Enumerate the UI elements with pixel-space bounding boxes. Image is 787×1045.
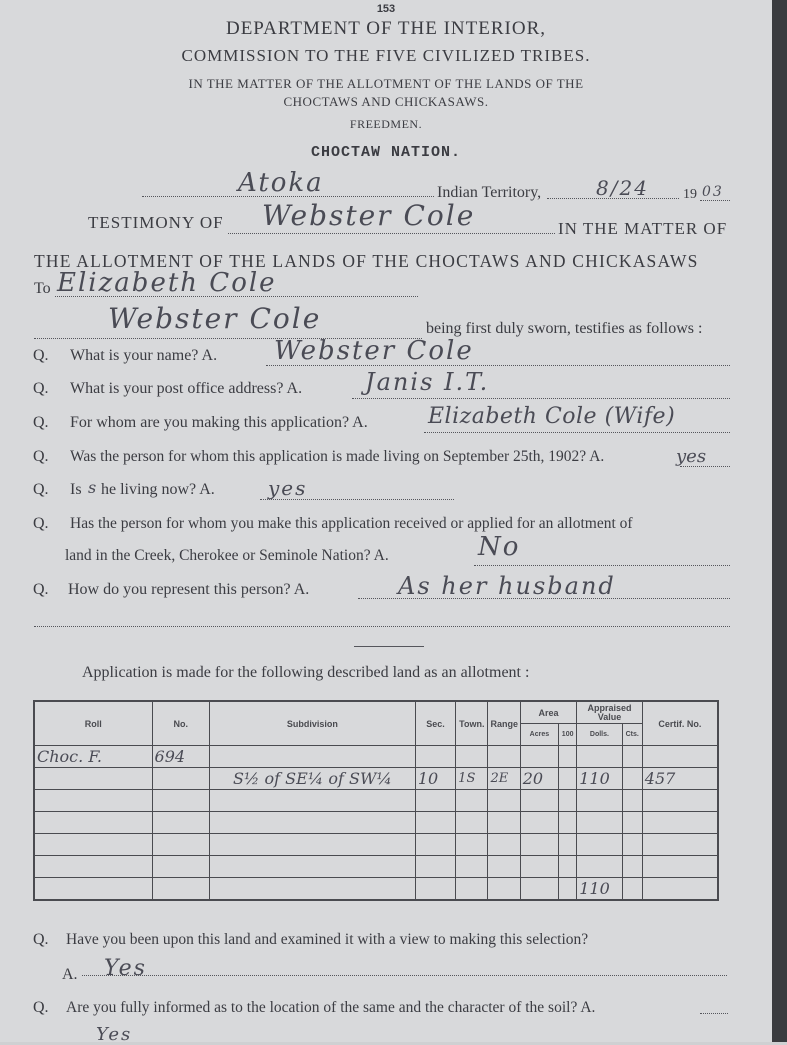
bq2-text: Are you fully informed as to the location of the same and the character of the soil? A. bbox=[66, 999, 596, 1016]
cell-town bbox=[456, 746, 488, 768]
cell-subdivision bbox=[210, 812, 416, 834]
col-dolls: Dolls. bbox=[577, 724, 622, 746]
q3-answer: Elizabeth Cole (Wife) bbox=[428, 404, 676, 429]
cell-dolls bbox=[577, 834, 622, 856]
bq1-marker: Q. bbox=[33, 931, 49, 948]
section-divider bbox=[354, 646, 424, 647]
q7-extra-line bbox=[34, 626, 730, 627]
cell-dolls bbox=[577, 856, 622, 878]
bq1-line bbox=[82, 975, 727, 976]
bq2-marker: Q. bbox=[33, 999, 49, 1016]
cell-no bbox=[152, 878, 210, 901]
page-number: 153 bbox=[376, 3, 396, 15]
cell-roll bbox=[34, 834, 152, 856]
q3-line bbox=[424, 432, 730, 433]
cell-no bbox=[152, 812, 210, 834]
q3-text: For whom are you making this application? A. bbox=[70, 414, 368, 431]
cell-hundredths bbox=[559, 746, 577, 768]
cell-range bbox=[488, 790, 520, 812]
location-value: Atoka bbox=[238, 168, 324, 198]
cell-range bbox=[488, 812, 520, 834]
table-row bbox=[34, 834, 718, 856]
application-line: Application is made for the following described land as an allotment : bbox=[82, 664, 530, 681]
cell-subdivision bbox=[210, 834, 416, 856]
col-cts: Cts. bbox=[622, 724, 642, 746]
col-hundredths: 100 bbox=[559, 724, 577, 746]
q4-marker: Q. bbox=[33, 448, 49, 465]
cell-range bbox=[488, 878, 520, 901]
cell-sec bbox=[415, 878, 455, 901]
allotment-line: THE ALLOTMENT OF THE LANDS OF THE CHOCTAWS AND CHICKASAWS bbox=[34, 251, 699, 271]
cell-sec bbox=[415, 790, 455, 812]
cell-acres bbox=[520, 746, 558, 768]
q7-text: How do you represent this person? A. bbox=[68, 581, 310, 598]
cell-hundredths bbox=[559, 768, 577, 790]
cell-acres bbox=[520, 812, 558, 834]
col-town: Town. bbox=[456, 701, 488, 746]
cell-subdivision bbox=[210, 878, 416, 901]
table-row bbox=[34, 768, 718, 790]
header-freedmen: FREEDMEN. bbox=[349, 117, 423, 131]
testimony-name: Webster Cole bbox=[262, 199, 476, 232]
bq2-answer: Yes bbox=[96, 1024, 133, 1045]
col-range: Range bbox=[488, 701, 520, 746]
cell-dolls: 110 bbox=[577, 768, 622, 790]
cell-town bbox=[456, 834, 488, 856]
cell-sec bbox=[415, 746, 455, 768]
col-sec: Sec. bbox=[415, 701, 455, 746]
q2-text: What is your post office address? A. bbox=[70, 380, 303, 397]
q1-marker: Q. bbox=[33, 347, 49, 364]
cell-cts bbox=[622, 812, 642, 834]
cell-no bbox=[152, 790, 210, 812]
q2-line bbox=[352, 398, 730, 399]
table-row bbox=[34, 878, 718, 901]
cell-subdivision bbox=[210, 746, 416, 768]
cell-acres bbox=[520, 790, 558, 812]
q1-text: What is your name? A. bbox=[70, 347, 218, 364]
q6-text2: land in the Creek, Cherokee or Seminole Nation? A. bbox=[65, 547, 389, 564]
col-subdivision: Subdivision bbox=[210, 701, 416, 746]
header-matter: IN THE MATTER OF THE ALLOTMENT OF THE LANDS OF THE bbox=[188, 76, 584, 91]
testimony-label: TESTIMONY OF bbox=[88, 213, 224, 232]
header-commission: COMMISSION TO THE FIVE CIVILIZED TRIBES. bbox=[181, 46, 591, 65]
page-edge bbox=[772, 0, 787, 1042]
year-prefix: 19 bbox=[683, 187, 697, 202]
to-label: To bbox=[34, 280, 51, 297]
cell-roll bbox=[34, 768, 152, 790]
cell-certif: 457 bbox=[642, 768, 718, 790]
date-value: 8/24 bbox=[596, 176, 649, 200]
bq1-a-label: A. bbox=[62, 966, 78, 983]
year-suffix: 03 bbox=[702, 184, 724, 200]
q6-line bbox=[474, 565, 730, 566]
sworn-text: being first duly sworn, testifies as follows : bbox=[426, 320, 703, 337]
q6-marker: Q. bbox=[33, 515, 49, 532]
cell-sec bbox=[415, 812, 455, 834]
cell-town: 1S bbox=[456, 768, 488, 790]
table-header-row bbox=[34, 701, 718, 724]
q4-text: Was the person for whom this application is made living on September 25th, 1902? A. bbox=[70, 448, 605, 465]
cell-cts bbox=[622, 856, 642, 878]
to-name: Elizabeth Cole bbox=[57, 268, 277, 298]
cell-dolls: 110 bbox=[577, 878, 622, 901]
cell-town bbox=[456, 812, 488, 834]
q5-marker: Q. bbox=[33, 481, 49, 498]
q5-inline-mark: s bbox=[88, 478, 97, 497]
cell-cts bbox=[622, 746, 642, 768]
cell-roll bbox=[34, 878, 152, 901]
q1-answer: Webster Cole bbox=[274, 336, 474, 366]
cell-certif bbox=[642, 878, 718, 901]
col-appraised: Appraised Value bbox=[577, 701, 643, 724]
q6-text: Has the person for whom you make this application received or applied for an allotment of bbox=[70, 515, 633, 532]
q7-answer: As her husband bbox=[398, 572, 616, 600]
year-line bbox=[700, 200, 730, 201]
table-row bbox=[34, 812, 718, 834]
cell-hundredths bbox=[559, 790, 577, 812]
cell-range: 2E bbox=[488, 768, 520, 790]
cell-certif bbox=[642, 856, 718, 878]
cell-roll bbox=[34, 812, 152, 834]
cell-sec: 10 bbox=[415, 768, 455, 790]
cell-acres bbox=[520, 834, 558, 856]
territory-label: Indian Territory, bbox=[437, 184, 542, 201]
bq1-text: Have you been upon this land and examined it with a view to making this selection? bbox=[66, 931, 589, 948]
cell-subdivision bbox=[210, 790, 416, 812]
cell-town bbox=[456, 878, 488, 901]
cell-dolls bbox=[577, 790, 622, 812]
cell-town bbox=[456, 856, 488, 878]
cell-hundredths bbox=[559, 878, 577, 901]
q5-text-a: Is bbox=[70, 481, 82, 498]
cell-subdivision: S½ of SE¼ of SW¼ bbox=[210, 768, 416, 790]
q7-marker: Q. bbox=[33, 581, 49, 598]
in-the-matter-label: IN THE MATTER OF bbox=[558, 219, 728, 238]
cell-certif bbox=[642, 812, 718, 834]
cell-roll: Choc. F. bbox=[34, 746, 152, 768]
col-roll: Roll bbox=[34, 701, 152, 746]
cell-hundredths bbox=[559, 834, 577, 856]
nation-title: CHOCTAW NATION. bbox=[310, 144, 462, 161]
cell-sec bbox=[415, 834, 455, 856]
bq2-line bbox=[700, 1013, 728, 1014]
cell-acres bbox=[520, 856, 558, 878]
cell-dolls bbox=[577, 812, 622, 834]
cell-roll bbox=[34, 856, 152, 878]
cell-hundredths bbox=[559, 856, 577, 878]
cell-cts bbox=[622, 790, 642, 812]
cell-hundredths bbox=[559, 812, 577, 834]
cell-town bbox=[456, 790, 488, 812]
q2-marker: Q. bbox=[33, 380, 49, 397]
cell-range bbox=[488, 856, 520, 878]
cell-certif bbox=[642, 746, 718, 768]
q5-answer: yes bbox=[268, 476, 308, 500]
cell-roll bbox=[34, 790, 152, 812]
cell-acres bbox=[520, 878, 558, 901]
cell-sec bbox=[415, 856, 455, 878]
table-row bbox=[34, 746, 718, 768]
cell-cts bbox=[622, 878, 642, 901]
cell-acres: 20 bbox=[520, 768, 558, 790]
q4-answer: yes bbox=[676, 446, 707, 467]
cell-no bbox=[152, 768, 210, 790]
land-table bbox=[33, 700, 719, 901]
cell-no bbox=[152, 856, 210, 878]
q6-answer: No bbox=[478, 532, 521, 562]
sworn-name: Webster Cole bbox=[108, 302, 322, 335]
q3-marker: Q. bbox=[33, 414, 49, 431]
cell-dolls bbox=[577, 746, 622, 768]
testimony-line bbox=[228, 233, 555, 234]
cell-range bbox=[488, 746, 520, 768]
col-no: No. bbox=[152, 701, 210, 746]
q2-answer: Janis I.T. bbox=[365, 368, 490, 396]
cell-range bbox=[488, 834, 520, 856]
col-area: Area bbox=[520, 701, 577, 724]
table-row bbox=[34, 856, 718, 878]
cell-no: 694 bbox=[152, 746, 210, 768]
header-department: DEPARTMENT OF THE INTERIOR, bbox=[225, 18, 547, 39]
cell-no bbox=[152, 834, 210, 856]
table-row bbox=[34, 790, 718, 812]
header-tribes: CHOCTAWS AND CHICKASAWS. bbox=[283, 94, 489, 109]
cell-subdivision bbox=[210, 856, 416, 878]
q5-text-b: he living now? A. bbox=[101, 481, 215, 498]
col-certif: Certif. No. bbox=[642, 701, 718, 746]
cell-certif bbox=[642, 834, 718, 856]
bq1-answer: Yes bbox=[104, 956, 147, 981]
cell-certif bbox=[642, 790, 718, 812]
cell-cts bbox=[622, 834, 642, 856]
cell-cts bbox=[622, 768, 642, 790]
col-acres: Acres bbox=[520, 724, 558, 746]
